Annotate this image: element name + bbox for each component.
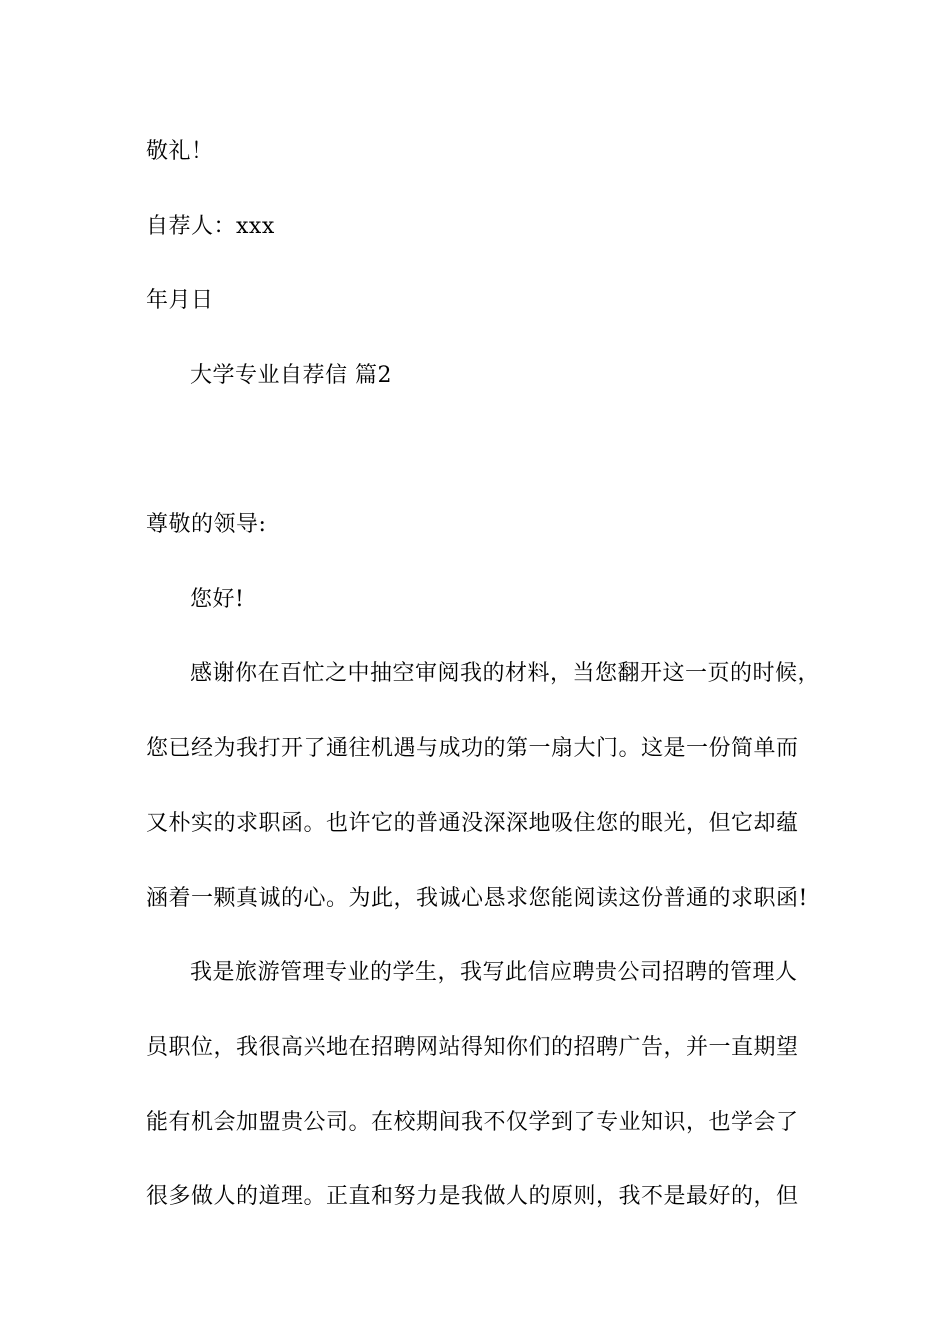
paragraph-2-line-3: 能有机会加盟贵公司。在校期间我不仅学到了专业知识，也学会了 [146,1110,799,1135]
paragraph-1-line-4: 涵着一颗真诚的心。为此，我诚心恳求您能阅读这份普通的求职函! [146,886,808,911]
paragraph-1-line-2: 您已经为我打开了通往机遇与成功的第一扇大门。这是一份简单而 [146,736,799,761]
paragraph-1-line-3: 又朴实的求职函。也许它的普通没深深地吸住您的眼光，但它却蕴 [146,811,799,836]
date-line: 年月日 [146,288,214,313]
section-title: 大学专业自荐信 篇2 [190,363,392,388]
signature-line: 自荐人：xxx [146,214,275,239]
closing-line: 敬礼！ [146,139,214,164]
paragraph-2-line-1: 我是旅游管理专业的学生，我写此信应聘贵公司招聘的管理人 [190,960,798,985]
paragraph-2-line-4: 很多做人的道理。正直和努力是我做人的原则，我不是最好的，但 [146,1184,799,1209]
salutation-line: 尊敬的领导: [146,512,267,537]
greeting-line: 您好! [190,587,245,612]
paragraph-1-line-1: 感谢你在百忙之中抽空审阅我的材料，当您翻开这一页的时候， [190,661,821,686]
paragraph-2-line-2: 员职位，我很高兴地在招聘网站得知你们的招聘广告，并一直期望 [146,1035,799,1060]
